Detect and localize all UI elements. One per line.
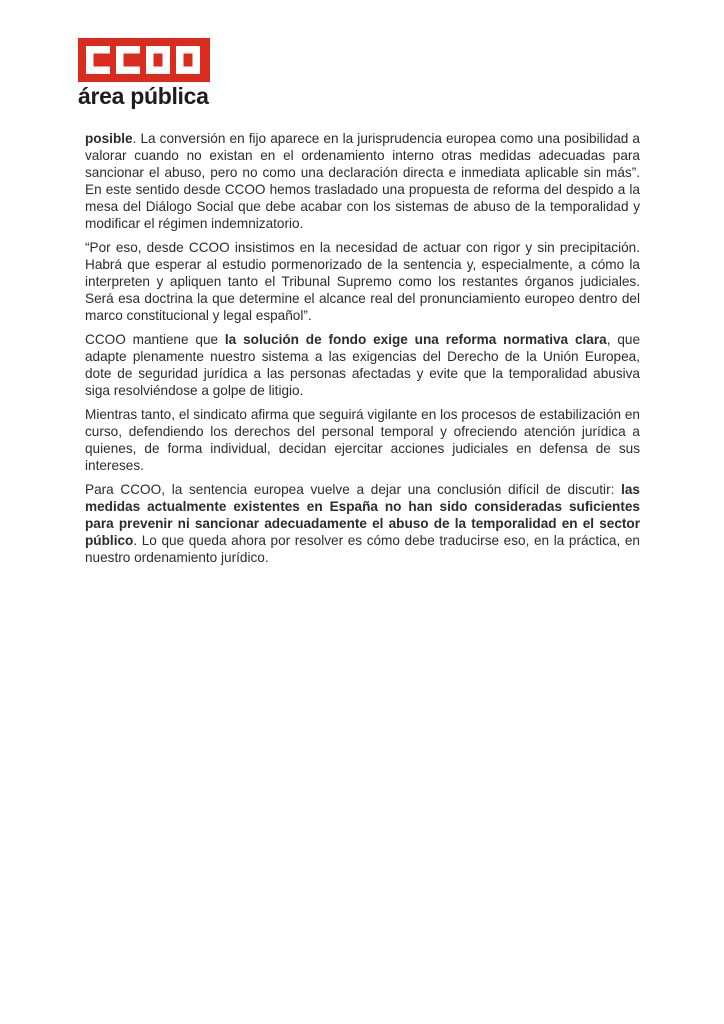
paragraph-1-text: . La conversión en fijo aparece en la jurisprudencia europea como una posibilidad a valorar cuando no existan en el ordenamiento interno otras medidas adecuadas para sancionar el abuso, pero no como una declaración directa e inmediata aplicable sin más”. En este sentido desde CCOO hemos trasladado una propuesta de reforma del despido a la mesa del Diálogo Social que debe acabar con los sistemas de abuso de la temporalidad y modificar el régimen indemnizatorio. [85, 131, 640, 231]
paragraph-5-bold: las medidas actualmente existentes en España no han sido consideradas suficientes para prevenir ni sancionar adecuadamente el abuso de la temporalidad en el sector público [85, 482, 640, 548]
logo-subtitle: área pública [78, 83, 209, 109]
paragraph-5 [85, 481, 640, 566]
ccoo-logo-icon [78, 38, 210, 82]
paragraph-3 [85, 331, 640, 399]
paragraph-3-text-start: CCOO mantiene que [85, 332, 225, 347]
paragraph-4 [85, 406, 640, 474]
paragraph-1 [85, 130, 640, 232]
paragraph-3-text-end: , que adapte plenamente nuestro sistema a las exigencias del Derecho de la Unión Europea, dote de seguridad jurídica a las personas afectadas y evite que la temporalidad abusiva siga resolviéndose a golpe de litigio. [85, 332, 640, 398]
paragraph-4-text: Mientras tanto, el sindicato afirma que seguirá vigilante en los procesos de estabilización en curso, defendiendo los derechos del personal temporal y ofreciendo atención jurídica a quienes, de forma individual, decidan ejercitar acciones judiciales en defensa de sus intereses. [85, 407, 640, 473]
ccoo-logo [78, 38, 210, 82]
paragraph-5-text-end: . Lo que queda ahora por resolver es cómo debe traducirse eso, en la práctica, en nuestro ordenamiento jurídico. [85, 533, 640, 565]
letterhead [78, 38, 210, 110]
document-body [85, 130, 640, 573]
paragraph-2 [85, 239, 640, 324]
paragraph-5-text-start: Para CCOO, la sentencia europea vuelve a dejar una conclusión difícil de discutir: [85, 482, 622, 497]
paragraph-2-text: “Por eso, desde CCOO insistimos en la necesidad de actuar con rigor y sin precipitación. Habrá que esperar al estudio pormenorizado de la sentencia y, especialmente, a cómo la interpreten y apliquen tanto el Tribunal Supremo como los restantes órganos judiciales. Será esa doctrina la que determine el alcance real del pronunciamiento europeo dentro del marco constitucional y legal español”. [85, 240, 640, 323]
paragraph-3-bold: la solución de fondo exige una reforma normativa clara [224, 332, 607, 347]
paragraph-1-bold-lead: posible [85, 131, 133, 146]
